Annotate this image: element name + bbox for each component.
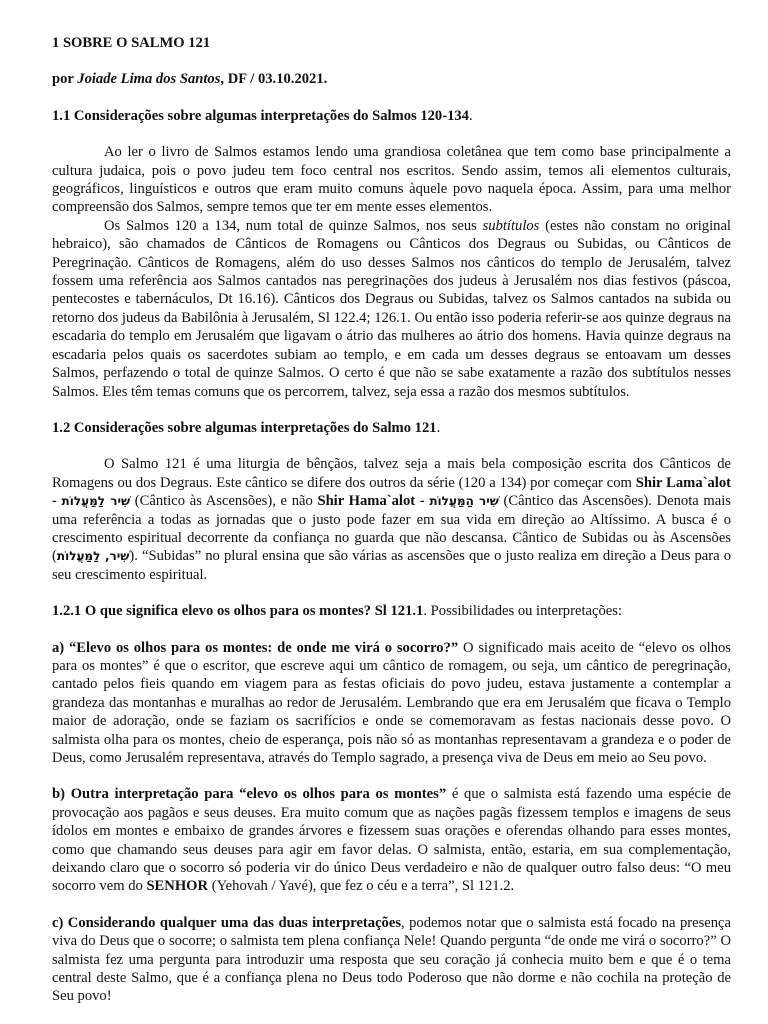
byline: por Joiade Lima dos Santos, DF / 03.10.2021. [52,71,328,88]
section-1-2-paragraph: O Salmo 121 é uma liturgia de bênçãos, talvez seja a mais bela composição escrita dos Cânticos de Romagens ou dos Degraus. Este cântico se difere dos outros da série (120 a 134) por começar com Shir Lama`alot - שִׁיר לַמַּעֲלוֹת (Cântico às Ascensões), e não Shir Hama`alot - שִׁיר הַמַּעֲלוֹת (Cântico das Ascensões). Denota mais uma referência a todas as jornadas que o justo pode fazer em sua vida em direção ao Altíssimo. A busca é o crescimento espiritual decorrente da confiança no guarda que não descansa. Cântico de Subidas ou às Ascensões (שִׁיר, לַמַּעֲלוֹת). “Subidas” no plural ensina que são várias as ascensões que o justo realiza em direção a Deus para o seu crescimento espiritual. [52,456,731,583]
section-1-2-heading: 1.2 Considerações sobre algumas interpretações do Salmo 121. [52,419,441,436]
interpretation-c: c) Considerando qualquer uma das duas interpretações, podemos notar que o salmista está focado na presença viva do Deus que o socorre; o salmista tem plena confiança Nele! Quando pergunta “de onde me virá o socorro?” O salmista fez uma pergunta para introduzir uma resposta que seu coração já conhecia muito bem e que é o tema central deste Salmo, que é a confiança plena no Deus todo Poderoso que não dorme e não cochila na proteção de Seu povo! [52,914,731,1005]
section-1-1-paragraph-2: Os Salmos 120 a 134, num total de quinze Salmos, nos seus subtítulos (estes não constam no original hebraico), são chamados de Cânticos de Romagens ou Cânticos dos Degraus ou Subidas, ou Cânticos de Peregrinação. Cânticos de Romagens, além do uso desses Salmos nos cânticos do templo de Jerusalém, talvez fossem uma referência aos Salmos cantados nas peregrinações dos judeus à Jerusalém nos dias festivos (páscoa, pentecostes e tabernáculos, Dt 16.16). Cânticos dos Degraus ou Subidas, talvez os Salmos cantados na subida ou retorno dos judeus da Babilônia à Jerusalém, Sl 122.4; 126.1. Ou então isso poderia referir-se aos quinze degraus na escadaria do templo em Jerusalém que ligavam o átrio das mulheres ao átrio dos homens. Havia quinze degraus na escadaria pelos quais os sacerdotes subiam ao templo, e em cada um desses degraus se entoavam um desses Salmos, perfazendo o total de quinze Salmos. O certo é que não se sabe exatamente a razão dos subtítulos nesses Salmos. Eles têm temas comuns que os percorrem, talvez, seja essa a razão dos mesmos subtítulos. [52,217,731,400]
interpretation-a: a) “Elevo os olhos para os montes: de onde me virá o socorro?” O significado mais aceito de “elevo os olhos para os montes” é que o escritor, que escreve aqui um cântico de romagem, ou seja, um cântico de peregrinação, cantado pelos fieis quando em viagem para as festas oficiais do povo judeu, estava justamente a contemplar a grandeza das montanhas e muralhas ao redor de Jerusalém. Lembrando que era em Jerusalém que ficava o Templo maior de adoração, onde se faziam os sacrifícios e onde se comemoravam as festas nacionais desse povo. O salmista olha para os montes, cheio de esperança, pois não só as montanhas representavam a grandeza e o poder de Deus, como Jerusalém representava, através do Templo sagrado, a presença viva de Deus em meio ao Seu povo. [52,639,731,766]
interpretation-b: b) Outra interpretação para “elevo os olhos para os montes” é que o salmista está fazendo uma espécie de provocação aos pagãos e seus deuses. Era muito comum que as nações pagãs fizessem templos e imagens de seus ídolos em montes e embaixo de grandes árvores e fizessem suas orações e oferendas olhando para esses montes, como que chamando seus deuses para agir em favor delas. O salmista, então, estaria, em sua complementação, deixando claro que o socorro só poderia vir do único Deus verdadeiro e não de qualquer outro falso deus: “O meu socorro vem do SENHOR (Yehovah / Yavé), que fez o céu e a terra”, Sl 121.2. [52,786,731,895]
hebrew-shir-lamaalot-short: שִׁיר, לַמַּעֲלוֹת [56,549,130,564]
hebrew-shir-lamaalot: שִׁיר לַמַּעֲלוֹת [61,494,131,509]
document-title: 1 SOBRE O SALMO 121 [52,35,211,51]
section-1-1-paragraph-1: Ao ler o livro de Salmos estamos lendo uma grandiosa coletânea que tem como base principalmente a cultura judaica, pois o povo judeu tem foco central nos escritos. Sendo assim, temos ali elementos culturais, geográficos, linguísticos e outros que eram muito comuns àquele povo naquela época. Assim, para uma melhor compreensão dos Salmos, sempre temos que ter em mente esses elementos. [52,144,731,216]
hebrew-shir-hamaalot: שִׁיר הַמַּעֲלוֹת [429,494,499,509]
subsection-1-2-1-heading: 1.2.1 O que significa elevo os olhos para os montes? Sl 121.1. Possibilidades ou interpretações: [52,603,622,620]
author-name: Joiade Lima dos Santos [77,71,221,88]
section-1-1-heading: 1.1 Considerações sobre algumas interpretações do Salmos 120-134. [52,107,473,124]
